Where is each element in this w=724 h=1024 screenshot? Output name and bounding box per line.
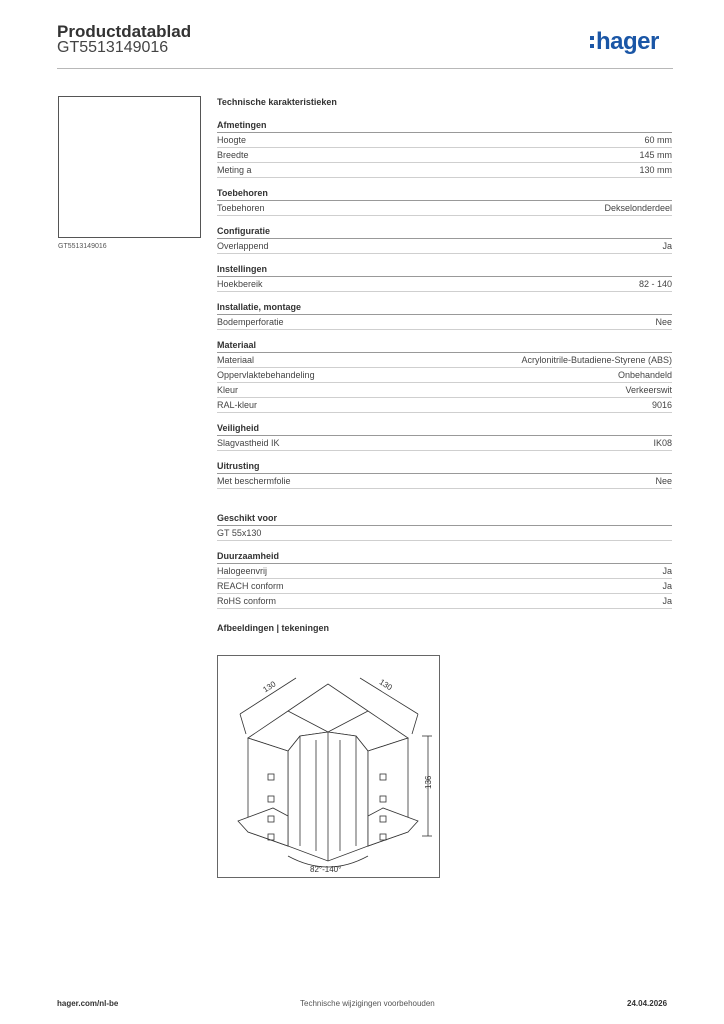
spec-row bbox=[217, 579, 672, 594]
spec-row bbox=[217, 353, 672, 368]
spec-row bbox=[217, 398, 672, 413]
page-title: Productdatablad bbox=[57, 22, 192, 41]
spec-value: Verkeerswit bbox=[625, 385, 672, 395]
section-heading: Uitrusting bbox=[217, 459, 672, 474]
dim-height-label: 136 bbox=[424, 775, 433, 789]
dim-left-label: 130 bbox=[261, 679, 278, 695]
spec-row bbox=[217, 315, 672, 330]
spec-section bbox=[217, 118, 672, 178]
spec-value: Dekselonderdeel bbox=[604, 203, 672, 213]
spec-section bbox=[217, 459, 672, 489]
spec-value: Ja bbox=[662, 566, 672, 576]
section-heading: Veiligheid bbox=[217, 421, 672, 436]
spec-label: Oppervlaktebehandeling bbox=[217, 370, 315, 380]
spec-row bbox=[217, 383, 672, 398]
spec-label: Hoogte bbox=[217, 135, 247, 145]
suitable-item: GT 55x130 bbox=[217, 528, 262, 538]
spec-value: 130 mm bbox=[639, 165, 672, 175]
spec-row bbox=[217, 201, 672, 216]
spec-row bbox=[217, 368, 672, 383]
spec-value: Ja bbox=[662, 596, 672, 606]
spec-label: Meting a bbox=[217, 165, 252, 175]
footer-date: 24.04.2026 bbox=[627, 999, 668, 1008]
spec-sections bbox=[217, 118, 672, 489]
spec-label: Kleur bbox=[217, 385, 239, 395]
spec-value: IK08 bbox=[653, 438, 672, 448]
spec-row bbox=[217, 564, 672, 579]
section-heading: Installatie, montage bbox=[217, 300, 672, 315]
spec-label: Halogeenvrij bbox=[217, 566, 268, 576]
sustainability-section bbox=[217, 549, 672, 609]
spec-value: 60 mm bbox=[644, 135, 672, 145]
footer-website[interactable]: hager.com/nl-be bbox=[57, 999, 119, 1008]
spec-label: Hoekbereik bbox=[217, 279, 263, 289]
spec-section bbox=[217, 421, 672, 451]
spec-label: Breedte bbox=[217, 150, 249, 160]
spec-row bbox=[217, 277, 672, 292]
tech-title: Technische karakteristieken bbox=[217, 97, 337, 107]
spec-label: REACH conform bbox=[217, 581, 284, 591]
product-image bbox=[58, 96, 201, 238]
spec-value: Ja bbox=[662, 241, 672, 251]
section-heading: Configuratie bbox=[217, 224, 672, 239]
logo-text: hager bbox=[596, 28, 659, 55]
spec-section bbox=[217, 300, 672, 330]
spec-label: Slagvastheid IK bbox=[217, 438, 280, 448]
suitable-section bbox=[217, 511, 672, 541]
spec-value: Onbehandeld bbox=[617, 370, 672, 380]
corner-drawing-svg bbox=[218, 656, 439, 877]
header-divider bbox=[57, 68, 673, 69]
angle-label: 82°-140° bbox=[310, 865, 342, 874]
spec-value: Nee bbox=[655, 476, 672, 486]
spec-section bbox=[217, 224, 672, 254]
spec-label: Met beschermfolie bbox=[217, 476, 291, 486]
tech-content bbox=[217, 96, 672, 636]
spec-label: Bodemperforatie bbox=[217, 317, 284, 327]
drawings-title: Afbeeldingen | tekeningen bbox=[217, 623, 330, 633]
spec-value: 82 - 140 bbox=[638, 279, 672, 289]
section-heading: Geschikt voor bbox=[217, 511, 672, 526]
spec-value: Acrylonitrile-Butadiene-Styrene (ABS) bbox=[521, 355, 672, 365]
section-heading: Duurzaamheid bbox=[217, 549, 672, 564]
hager-logo bbox=[590, 28, 659, 56]
suitable-row bbox=[217, 526, 672, 541]
product-code: GT5513149016 bbox=[57, 39, 169, 56]
spec-value: 9016 bbox=[651, 400, 672, 410]
spec-value: Nee bbox=[655, 317, 672, 327]
section-heading: Toebehoren bbox=[217, 186, 672, 201]
spec-value: Ja bbox=[662, 581, 672, 591]
spec-row bbox=[217, 239, 672, 254]
spec-value: 145 mm bbox=[639, 150, 672, 160]
spec-row bbox=[217, 163, 672, 178]
product-image-caption: GT5513149016 bbox=[58, 243, 107, 250]
spec-label: RAL-kleur bbox=[217, 400, 258, 410]
spec-section bbox=[217, 186, 672, 216]
section-heading: Afmetingen bbox=[217, 118, 672, 133]
spec-row bbox=[217, 133, 672, 148]
section-heading: Materiaal bbox=[217, 338, 672, 353]
spec-row bbox=[217, 148, 672, 163]
spec-row bbox=[217, 436, 672, 451]
section-heading: Instellingen bbox=[217, 262, 672, 277]
spec-label: Toebehoren bbox=[217, 203, 265, 213]
spec-label: RoHS conform bbox=[217, 596, 277, 606]
spec-row bbox=[217, 594, 672, 609]
dim-right-label: 130 bbox=[377, 677, 394, 693]
spec-row bbox=[217, 474, 672, 489]
technical-drawing bbox=[217, 655, 440, 878]
spec-section bbox=[217, 338, 672, 413]
footer-disclaimer: Technische wijzigingen voorbehouden bbox=[300, 999, 435, 1008]
spec-label: Materiaal bbox=[217, 355, 255, 365]
spec-label: Overlappend bbox=[217, 241, 269, 251]
spec-section bbox=[217, 262, 672, 292]
logo-dots-icon bbox=[590, 34, 594, 50]
